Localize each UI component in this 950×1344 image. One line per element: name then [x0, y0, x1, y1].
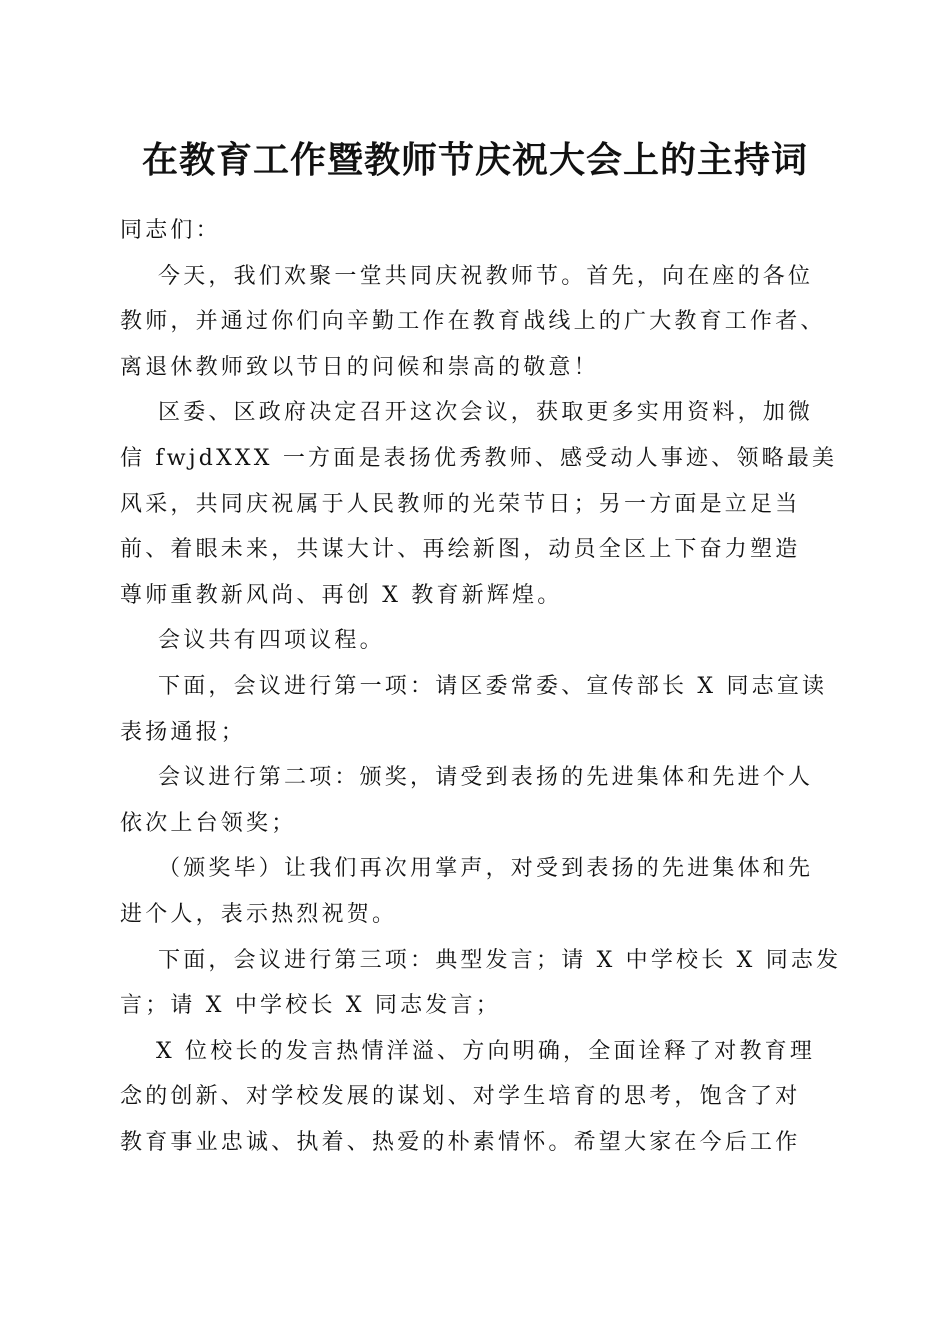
- text-line: 依次上台领奖；: [120, 810, 297, 836]
- text-line: 进个人，表示热烈祝贺。: [120, 901, 398, 927]
- text-line: 下面，会议进行第三项：典型发言；请 X 中学校长 X 同志发: [158, 947, 842, 973]
- text-line: X 位校长的发言热情洋溢、方向明确，全面诠释了对教育理: [156, 1038, 816, 1064]
- text-line: 念的创新、对学校发展的谋划、对学生培育的思考，饱含了对: [120, 1084, 801, 1110]
- text-line: 风采，共同庆祝属于人民教师的光荣节日；另一方面是立足当: [120, 491, 801, 517]
- text-line: 区委、区政府决定召开这次会议，获取更多实用资料，加微: [158, 400, 814, 426]
- document-title: 在教育工作暨教师节庆祝大会上的主持词: [141, 139, 808, 181]
- text-line: 尊师重教新风尚、再创 X 教育新辉煌。: [120, 582, 563, 608]
- text-line: 会议共有四项议程。: [158, 628, 385, 654]
- text-line: 表扬通报；: [120, 719, 247, 745]
- text-line: 教育事业忠诚、执着、热爱的朴素情怀。希望大家在今后工作: [120, 1129, 801, 1155]
- text-line: 前、着眼未来，共谋大计、再绘新图，动员全区上下奋力塑造: [120, 537, 801, 563]
- document-body: [120, 208, 842, 1165]
- text-line: 会议进行第二项：颁奖，请受到表扬的先进集体和先进个人: [158, 765, 814, 791]
- text-line: 教师，并通过你们向辛勤工作在教育战线上的广大教育工作者、: [120, 309, 826, 335]
- text-line: 信 fwjdXXX 一方面是表扬优秀教师、感受动人事迹、领略最美: [120, 445, 838, 471]
- text-line: （颁奖毕）让我们再次用掌声，对受到表扬的先进集体和先: [158, 856, 814, 882]
- text-line: 离退休教师致以节日的问候和崇高的敬意！: [120, 354, 599, 380]
- text-line: 言；请 X 中学校长 X 同志发言；: [120, 993, 501, 1019]
- text-line: 同志们：: [120, 218, 221, 243]
- text-line: 今天，我们欢聚一堂共同庆祝教师节。首先，向在座的各位: [158, 263, 814, 289]
- text-line: 下面，会议进行第一项：请区委常委、宣传部长 X 同志宣读: [158, 673, 828, 699]
